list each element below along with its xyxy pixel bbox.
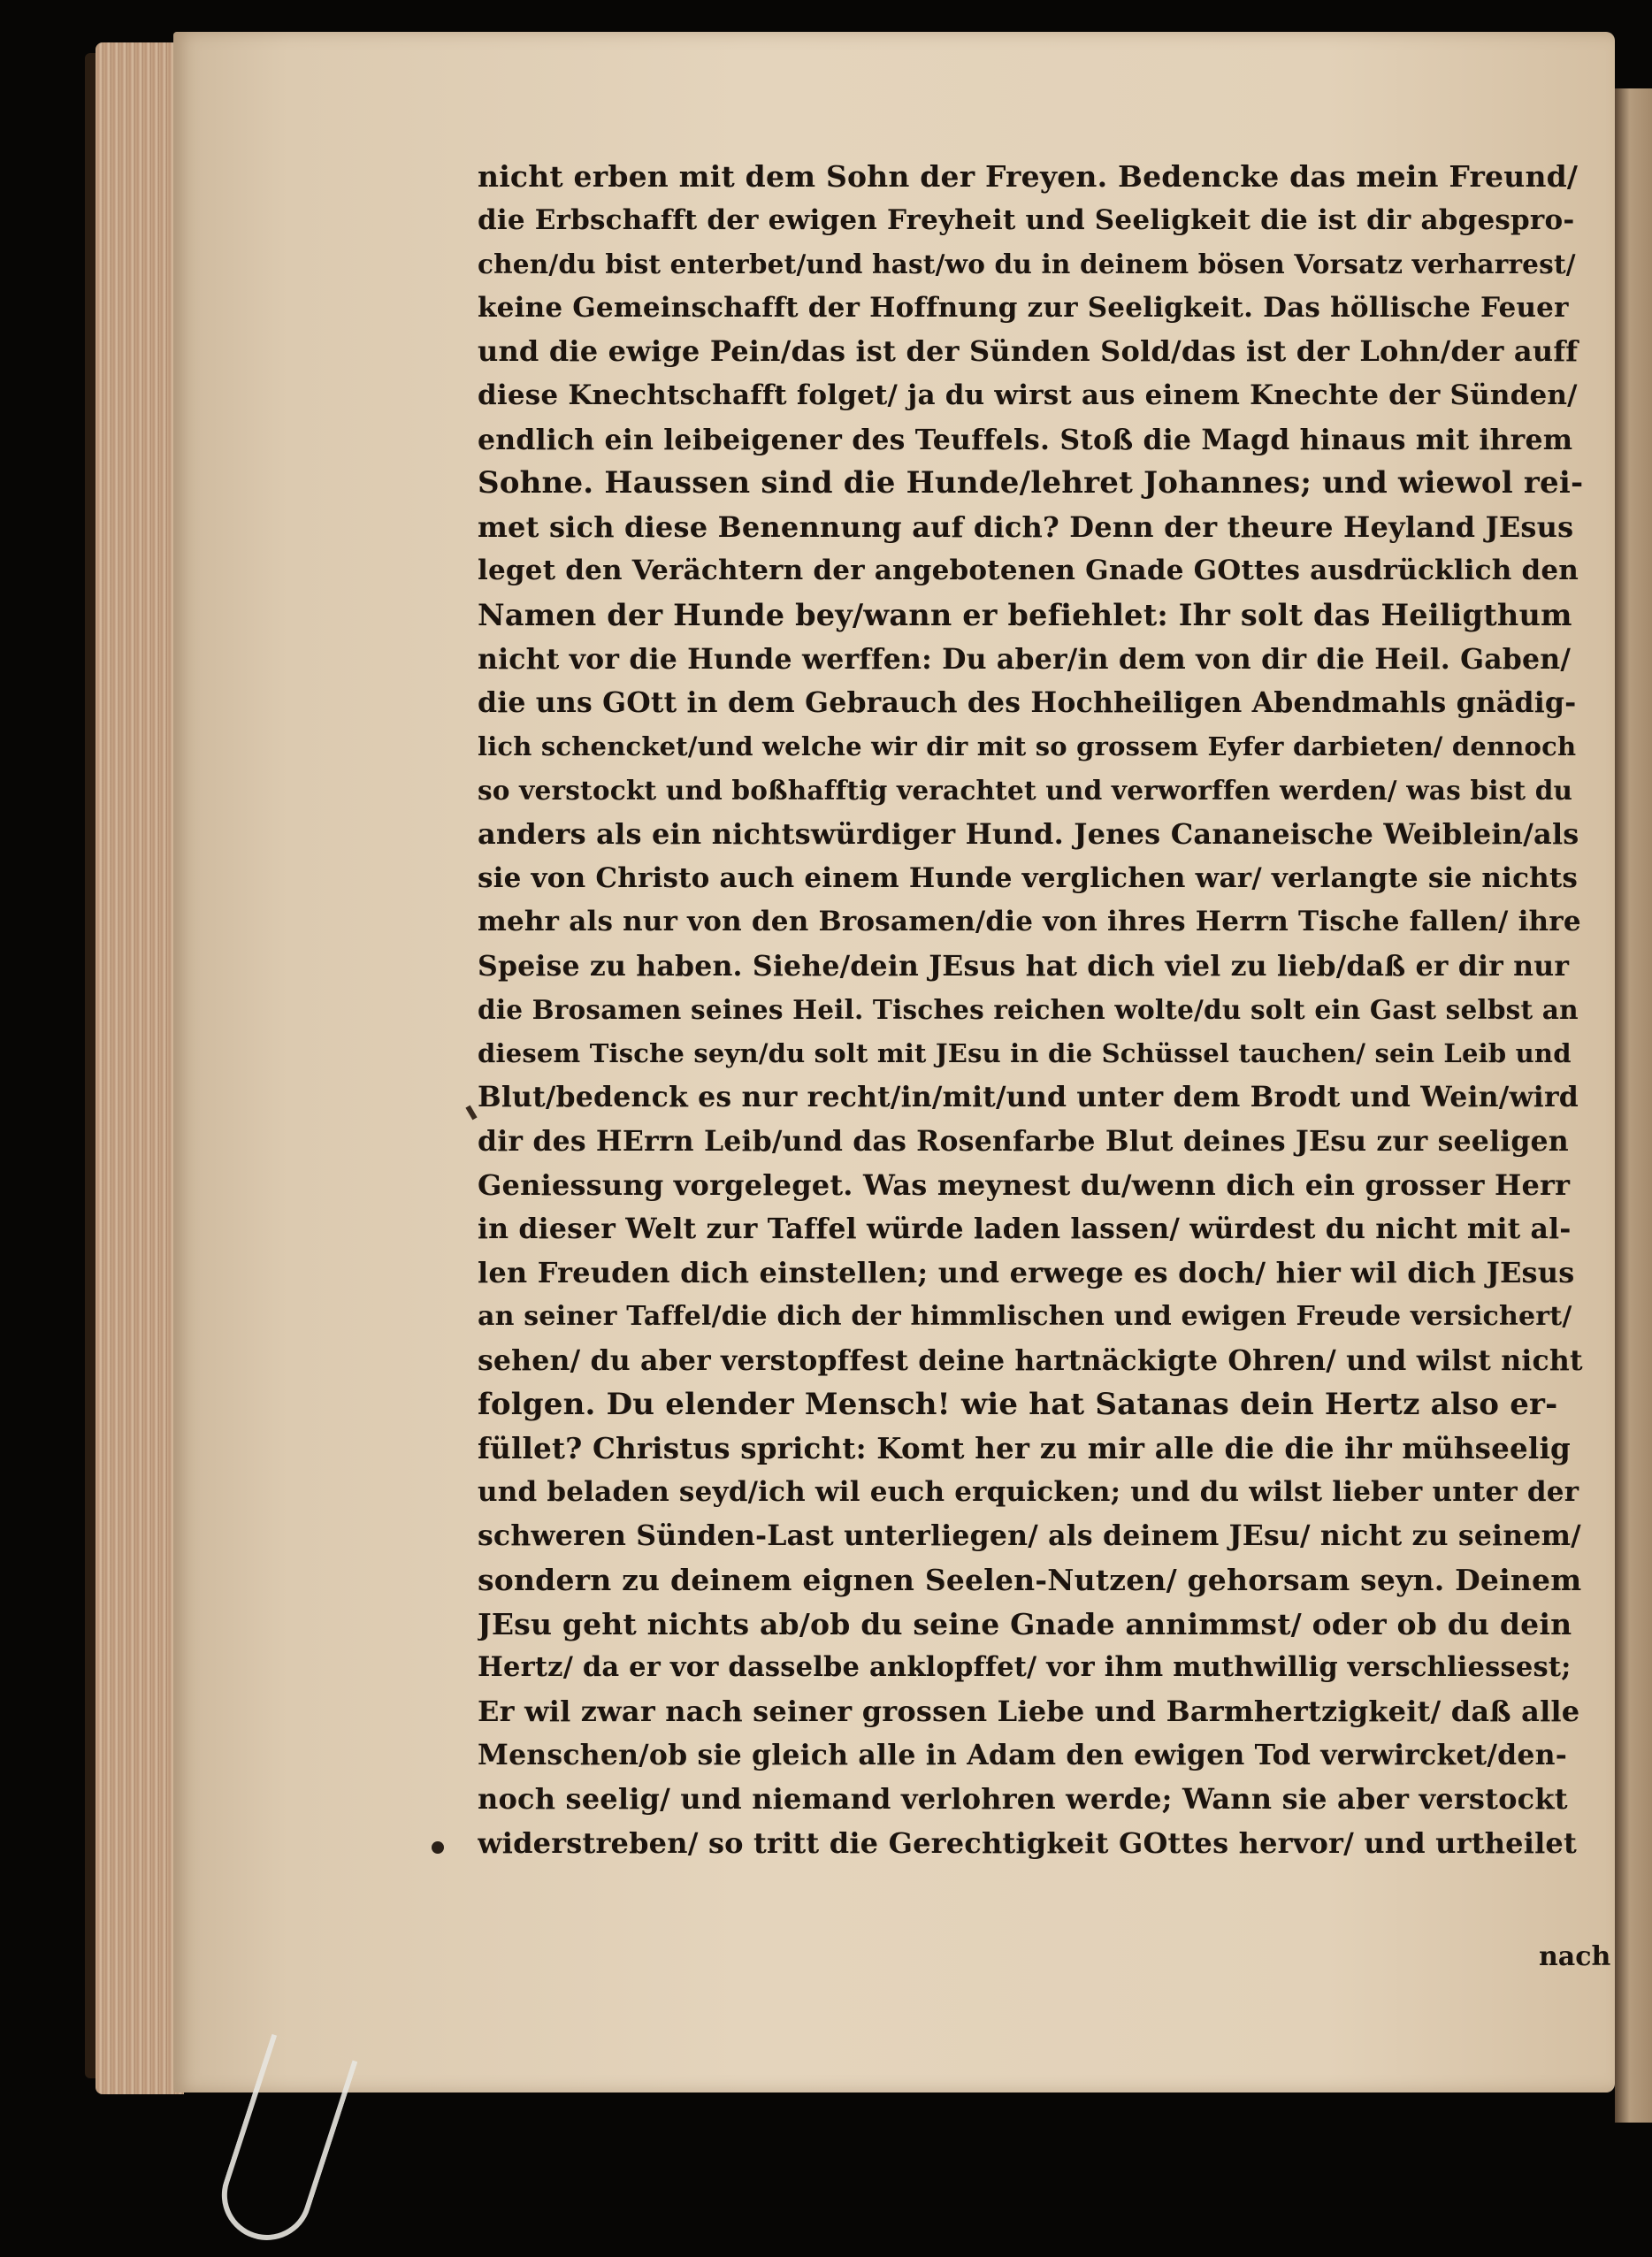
text-line: widerstreben/ so tritt die Gerechtigkeit GOttes hervor/ und urtheilet: [478, 1825, 1577, 1860]
text-line: mehr als nur von den Brosamen/die von ihres Herrn Tische fallen/ ihre: [478, 906, 1581, 938]
text-line: schweren Sünden-Last unterliegen/ als deinem JEsu/ nicht zu seinem/: [478, 1519, 1581, 1553]
text-line: so verstockt und boßhafftig verachtet und verworffen werden/ was bist du: [478, 775, 1573, 807]
text-line: die uns GOtt in dem Gebrauch des Hochheiligen Abendmahls gnädig-: [478, 686, 1577, 720]
text-line: Geniessung vorgeleget. Was meynest du/wenn dich ein grosser Herr: [478, 1167, 1571, 1202]
text-line: Menschen/ob sie gleich alle in Adam den ewigen Tod verwircket/den-: [478, 1739, 1567, 1772]
text-line: diesem Tische seyn/du solt mit JEsu in die Schüssel tauchen/ sein Leib und: [478, 1037, 1572, 1068]
text-line: JEsu geht nichts ab/ob du seine Gnade annimmst/ oder ob du dein: [478, 1606, 1572, 1641]
facing-page-edge: [1615, 88, 1652, 2123]
text-line: diese Knechtschafft folget/ ja du wirst aus einem Knechte der Sünden/: [478, 379, 1578, 411]
text-line: endlich ein leibeigener des Teuffels. Stoß die Magd hinaus mit ihrem: [478, 423, 1573, 456]
text-line: sehen/ du aber verstopffest deine hartnäckigte Ohren/ und wilst nicht: [478, 1344, 1583, 1378]
text-line: sondern zu deinem eignen Seelen-Nutzen/ gehorsam seyn. Deinem: [478, 1563, 1582, 1597]
catchword: nach: [1539, 1941, 1611, 1972]
text-line: Er wil zwar nach seiner grossen Liebe und Barmhertzigkeit/ daß alle: [478, 1694, 1580, 1728]
text-line: an seiner Taffel/die dich der himmlischen und ewigen Freude versichert/: [478, 1301, 1572, 1333]
text-line: in dieser Welt zur Taffel würde laden lassen/ würdest du nicht mit al-: [478, 1213, 1572, 1246]
text-line: lich schencket/und welche wir dir mit so grossem Eyfer darbieten/ dennoch: [478, 731, 1577, 761]
text-line: die Brosamen seines Heil. Tisches reichen wolte/du solt ein Gast selbst an: [478, 994, 1579, 1026]
text-line: dir des HErrn Leib/und das Rosenfarbe Blut deines JEsu zur seeligen: [478, 1125, 1569, 1159]
margin-dot: [432, 1841, 444, 1854]
page-text: [478, 155, 1583, 1865]
text-line: Speise zu haben. Siehe/dein JEsus hat dich viel zu lieb/daß er dir nur: [478, 949, 1570, 983]
text-line: noch seelig/ und niemand verlohren werde; Wann sie aber verstockt: [478, 1781, 1568, 1816]
text-line: len Freuden dich einstellen; und erwege es doch/ hier wil dich JEsus: [478, 1255, 1575, 1289]
text-line: anders als ein nichtswürdiger Hund. Jenes Cananeische Weiblein/als: [478, 816, 1579, 851]
text-line: keine Gemeinschafft der Hoffnung zur Seeligkeit. Das höllische Feuer: [478, 291, 1569, 324]
text-line: und die ewige Pein/das ist der Sünden Sold/das ist der Lohn/der auff: [478, 334, 1579, 369]
text-line: Sohne. Haussen sind die Hunde/lehret Johannes; und wiewol rei-: [478, 465, 1583, 501]
text-line: leget den Verächtern der angebotenen Gnade GOttes ausdrücklich den: [478, 555, 1579, 587]
text-line: Namen der Hunde bey/wann er befiehlet: Ihr solt das Heiligthum: [478, 597, 1572, 632]
page-edges: [96, 42, 184, 2094]
text-line: Blut/bedenck es nur recht/in/mit/und unter dem Brodt und Wein/wird: [478, 1081, 1579, 1114]
text-line: und beladen seyd/ich wil euch erquicken; und du wilst lieber unter der: [478, 1475, 1579, 1508]
text-line: Hertz/ da er vor dasselbe anklopffet/ vor ihm muthwillig verschliessest;: [478, 1651, 1572, 1684]
text-line: folgen. Du elender Mensch! wie hat Satanas dein Hertz also er-: [478, 1386, 1558, 1422]
text-line: sie von Christo auch einem Hunde verglichen war/ verlangte sie nichts: [478, 861, 1579, 894]
text-line: chen/du bist enterbet/und hast/wo du in deinem bösen Vorsatz verharrest/: [478, 249, 1576, 280]
text-line: nicht erben mit dem Sohn der Freyen. Bedencke das mein Freund/: [478, 159, 1579, 194]
text-line: nicht vor die Hunde werffen: Du aber/in dem von dir die Heil. Gaben/: [478, 642, 1572, 676]
text-line: füllet? Christus spricht: Komt her zu mir alle die die ihr mühseelig: [478, 1431, 1571, 1466]
text-line: met sich diese Benennung auf dich? Denn der theure Heyland JEsus: [478, 509, 1574, 544]
text-line: die Erbschafft der ewigen Freyheit und Seeligkeit die ist dir abgespro-: [478, 203, 1575, 236]
